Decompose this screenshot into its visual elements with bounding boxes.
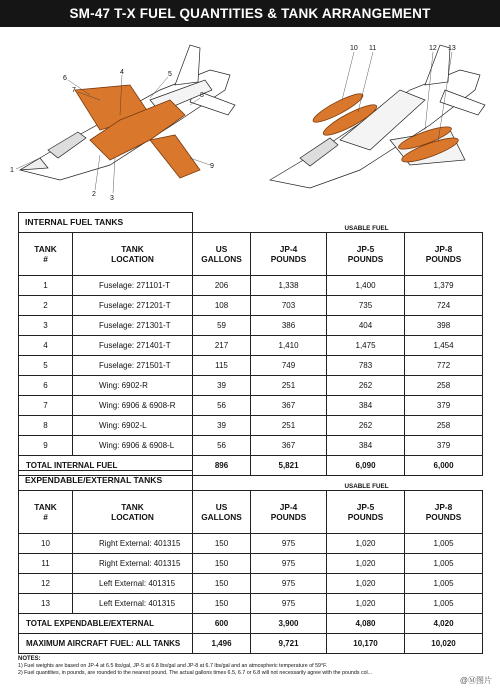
cell-jp5: 1,020 (327, 533, 405, 553)
cell-jp8: 1,005 (405, 553, 483, 573)
external-total-jp4: 3,900 (251, 613, 327, 633)
cell-jp5: 783 (327, 355, 405, 375)
cell-gallons: 39 (193, 375, 251, 395)
cell-tank: 4 (19, 335, 73, 355)
cell-location: Fuselage: 271301-T (73, 315, 193, 335)
svg-text:13: 13 (448, 45, 456, 52)
internal-total-jp5: 6,090 (327, 455, 405, 475)
cell-jp4: 251 (251, 415, 327, 435)
header-tank: TANK # (19, 232, 73, 275)
internal-total-label: TOTAL INTERNAL FUEL (19, 455, 193, 475)
header-jp4: JP-4 POUNDS (251, 490, 327, 533)
cell-jp8: 1,454 (405, 335, 483, 355)
cell-jp5: 1,020 (327, 573, 405, 593)
cell-jp8: 258 (405, 415, 483, 435)
table-row (19, 435, 483, 455)
cell-gallons: 150 (193, 553, 251, 573)
cell-tank: 9 (19, 435, 73, 455)
cell-gallons: 150 (193, 573, 251, 593)
cell-tank: 3 (19, 315, 73, 335)
cell-jp8: 379 (405, 435, 483, 455)
cell-jp8: 1,005 (405, 533, 483, 553)
cell-gallons: 39 (193, 415, 251, 435)
cell-location: Fuselage: 271201-T (73, 295, 193, 315)
internal-tanks-illustration (0, 30, 250, 210)
header-location: TANK LOCATION (73, 490, 193, 533)
maximum-gallons: 1,496 (193, 634, 251, 654)
cell-jp4: 1,338 (251, 275, 327, 295)
table-row (19, 593, 483, 613)
notes-heading: NOTES: (18, 656, 41, 662)
table-row (19, 573, 483, 593)
cell-jp4: 703 (251, 295, 327, 315)
maximum-fuel-table (18, 633, 483, 654)
header-jp5: JP-5 POUNDS (327, 232, 405, 275)
cell-tank: 12 (19, 573, 73, 593)
cell-tank: 2 (19, 295, 73, 315)
cell-jp4: 251 (251, 375, 327, 395)
cell-jp4: 975 (251, 593, 327, 613)
cell-jp4: 386 (251, 315, 327, 335)
table-row (19, 355, 483, 375)
internal-fuel-table (18, 212, 483, 476)
cell-gallons: 115 (193, 355, 251, 375)
aircraft-internal-tanks-drawing (0, 30, 250, 210)
internal-usable-fuel-label: USABLE FUEL (251, 213, 483, 233)
table-row (19, 415, 483, 435)
svg-text:5: 5 (168, 71, 172, 78)
cell-location: Fuselage: 271101-T (73, 275, 193, 295)
cell-jp5: 1,400 (327, 275, 405, 295)
cell-jp8: 772 (405, 355, 483, 375)
external-usable-fuel-label: USABLE FUEL (251, 471, 483, 491)
maximum-jp5: 10,170 (327, 634, 405, 654)
internal-rows (19, 275, 483, 455)
cell-jp4: 367 (251, 395, 327, 415)
table-row (19, 295, 483, 315)
header-tank: TANK # (19, 490, 73, 533)
external-rows (19, 533, 483, 613)
page-title: SM-47 T-X FUEL QUANTITIES & TANK ARRANGEMENT (0, 0, 500, 27)
cell-jp8: 1,379 (405, 275, 483, 295)
note-line-1: 1) Fuel weights are based on JP-4 at 6.5 lbs/gal, JP-5 at 6.8 lbs/gal and JP-8 at 6.7 lbs/gal and an atmospheric temperature of 59°F. (18, 663, 328, 669)
cell-jp8: 379 (405, 395, 483, 415)
svg-text:11: 11 (369, 45, 377, 52)
external-tanks-illustration (250, 30, 500, 210)
external-fuel-table (18, 470, 483, 634)
cell-jp5: 262 (327, 375, 405, 395)
svg-text:12: 12 (429, 45, 437, 52)
cell-location: Wing: 6902-R (73, 375, 193, 395)
table-row (19, 553, 483, 573)
notes (18, 656, 488, 677)
cell-jp5: 1,020 (327, 593, 405, 613)
header-jp5: JP-5 POUNDS (327, 490, 405, 533)
cell-location: Right External: 401315 (73, 553, 193, 573)
cell-jp8: 258 (405, 375, 483, 395)
cell-tank: 1 (19, 275, 73, 295)
header-jp4: JP-4 POUNDS (251, 232, 327, 275)
cell-jp5: 735 (327, 295, 405, 315)
table-row (19, 315, 483, 335)
cell-tank: 5 (19, 355, 73, 375)
table-row (19, 335, 483, 355)
cell-jp5: 384 (327, 435, 405, 455)
cell-location: Left External: 401315 (73, 573, 193, 593)
cell-tank: 8 (19, 415, 73, 435)
cell-gallons: 150 (193, 593, 251, 613)
aircraft-external-tanks-drawing (250, 30, 500, 210)
cell-gallons: 217 (193, 335, 251, 355)
external-total-jp5: 4,080 (327, 613, 405, 633)
external-total-gallons: 600 (193, 613, 251, 633)
cell-jp5: 262 (327, 415, 405, 435)
table-row (19, 395, 483, 415)
maximum-jp8: 10,020 (405, 634, 483, 654)
cell-tank: 11 (19, 553, 73, 573)
header-gallons: US GALLONS (193, 490, 251, 533)
external-section-title: EXPENDABLE/EXTERNAL TANKS (19, 471, 193, 491)
cell-jp5: 404 (327, 315, 405, 335)
cell-jp8: 1,005 (405, 573, 483, 593)
cell-jp8: 724 (405, 295, 483, 315)
cell-gallons: 56 (193, 395, 251, 415)
wing-tank-right (150, 135, 200, 178)
svg-text:4: 4 (120, 69, 124, 76)
header-jp8: JP-8 POUNDS (405, 490, 483, 533)
cell-tank: 6 (19, 375, 73, 395)
cell-location: Fuselage: 271501-T (73, 355, 193, 375)
cell-tank: 10 (19, 533, 73, 553)
internal-total-jp4: 5,821 (251, 455, 327, 475)
svg-text:3: 3 (110, 195, 114, 202)
internal-total-gallons: 896 (193, 455, 251, 475)
maximum-label: MAXIMUM AIRCRAFT FUEL: ALL TANKS (19, 634, 193, 654)
header-jp8: JP-8 POUNDS (405, 232, 483, 275)
cell-jp8: 1,005 (405, 593, 483, 613)
cell-jp5: 384 (327, 395, 405, 415)
cell-gallons: 206 (193, 275, 251, 295)
cell-jp4: 975 (251, 553, 327, 573)
cell-jp4: 749 (251, 355, 327, 375)
table-row (19, 275, 483, 295)
cell-location: Wing: 6906 & 6908-L (73, 435, 193, 455)
cell-jp8: 398 (405, 315, 483, 335)
svg-text:6: 6 (63, 75, 67, 82)
external-total-jp8: 4,020 (405, 613, 483, 633)
cell-gallons: 150 (193, 533, 251, 553)
external-total-label: TOTAL EXPENDABLE/EXTERNAL (19, 613, 193, 633)
internal-section-title: INTERNAL FUEL TANKS (19, 213, 193, 233)
svg-text:8: 8 (200, 92, 204, 99)
cell-location: Right External: 401315 (73, 533, 193, 553)
cell-jp4: 367 (251, 435, 327, 455)
table-row (19, 533, 483, 553)
svg-text:9: 9 (210, 163, 214, 170)
internal-total-jp8: 6,000 (405, 455, 483, 475)
cell-location: Left External: 401315 (73, 593, 193, 613)
cell-gallons: 108 (193, 295, 251, 315)
svg-text:10: 10 (350, 45, 358, 52)
cell-jp4: 975 (251, 533, 327, 553)
cell-gallons: 56 (193, 435, 251, 455)
watermark: @Ⓜ图片 (459, 676, 492, 685)
cell-location: Fuselage: 271401-T (73, 335, 193, 355)
cell-jp5: 1,475 (327, 335, 405, 355)
note-line-2: 2) Fuel quantities, in pounds, are rounded to the nearest pound. The actual gallons times 6.5, 6.7 or 6.8 will not necessarily agree with the pounds col... (18, 670, 373, 676)
maximum-jp4: 9,721 (251, 634, 327, 654)
table-row (19, 375, 483, 395)
cell-location: Wing: 6906 & 6908-R (73, 395, 193, 415)
cell-tank: 7 (19, 395, 73, 415)
svg-text:7: 7 (72, 87, 76, 94)
header-gallons: US GALLONS (193, 232, 251, 275)
cell-jp5: 1,020 (327, 553, 405, 573)
cell-tank: 13 (19, 593, 73, 613)
svg-text:2: 2 (92, 191, 96, 198)
header-location: TANK LOCATION (73, 232, 193, 275)
cell-location: Wing: 6902-L (73, 415, 193, 435)
cell-jp4: 1,410 (251, 335, 327, 355)
cell-gallons: 59 (193, 315, 251, 335)
cell-jp4: 975 (251, 573, 327, 593)
svg-text:1: 1 (10, 167, 14, 174)
